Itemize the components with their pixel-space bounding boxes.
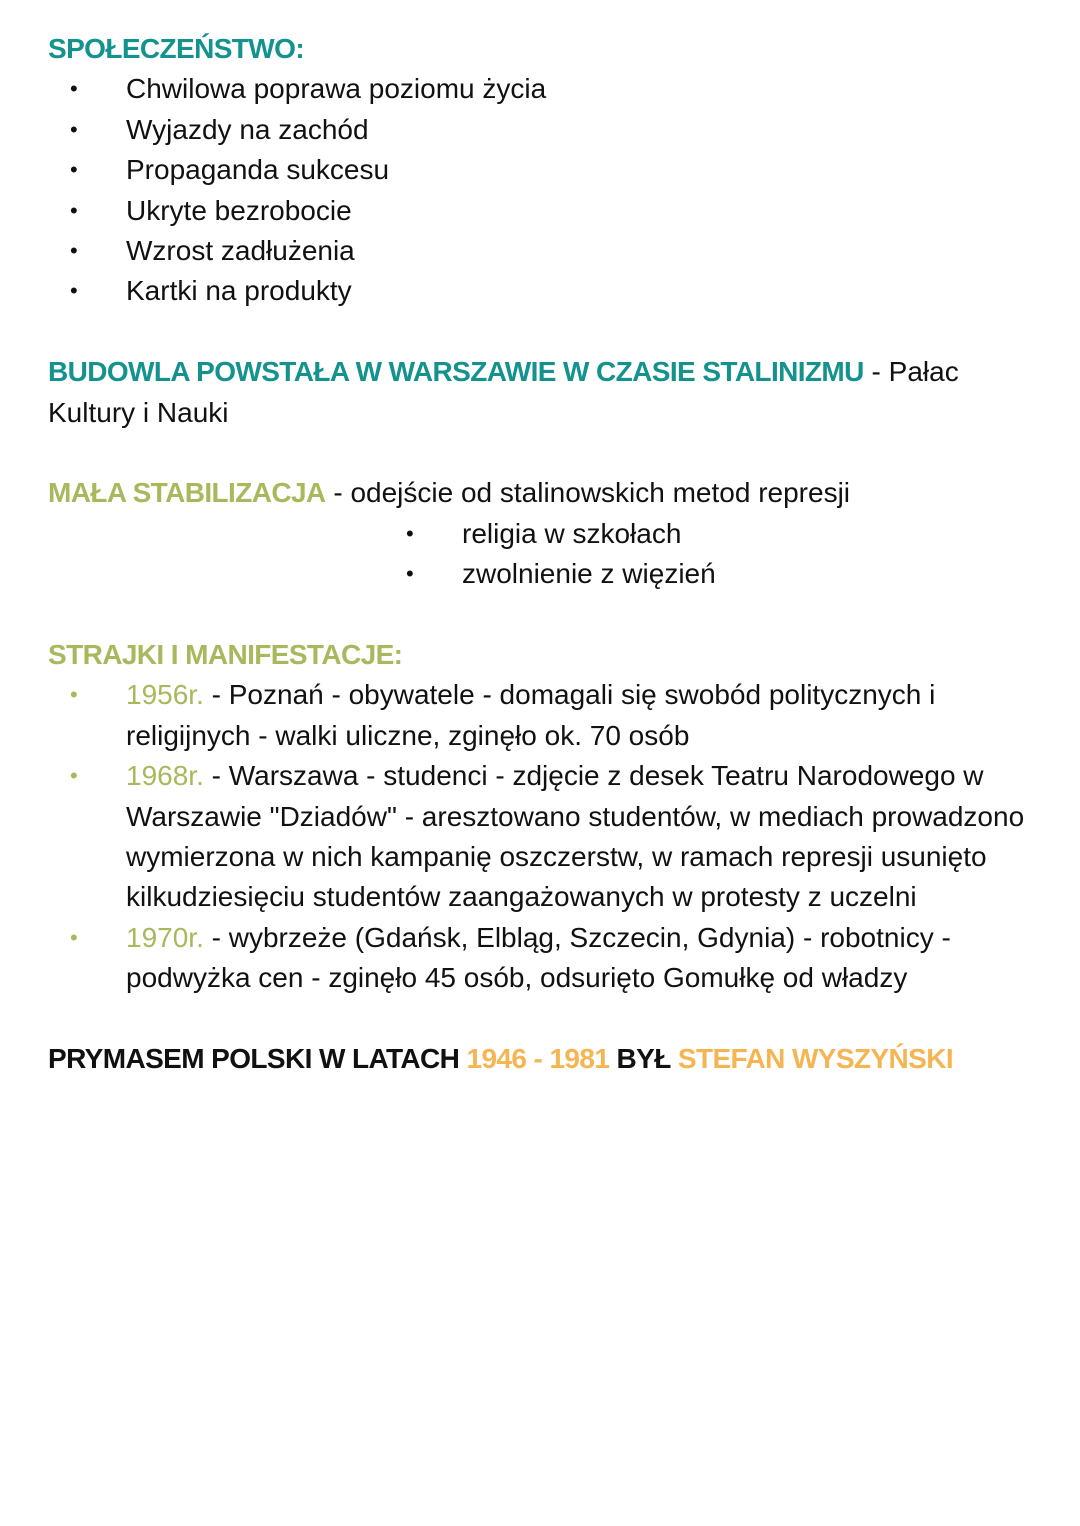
bullet-icon: • — [70, 76, 78, 102]
bullet-icon: • — [70, 197, 78, 223]
bullet-icon: • — [70, 157, 78, 183]
bullet-icon: • — [406, 520, 414, 546]
bullet-icon: • — [70, 682, 78, 708]
list-item — [48, 69, 1038, 109]
prymas-text: PRYMASEM POLSKI W LATACH — [48, 1043, 467, 1075]
mala-stabilizacja-list — [48, 514, 1038, 595]
list-item — [48, 231, 1038, 271]
year-label: 1970r. — [126, 921, 204, 953]
prymas-years: 1946 - 1981 — [466, 1043, 610, 1075]
list-item — [48, 756, 1038, 918]
bullet-icon: • — [406, 561, 414, 587]
list-item-text: - Warszawa - studenci - zdjęcie z desek Teatru Narodowego w Warszawie "Dziadów" - aresztowano studentów, w mediach prowadzono wymierzona w nich kampanię oszczerstw, w ramach represji usunięto kilkudziesięciu studentów zaangażowanych w protesty z uczelni — [126, 760, 1025, 913]
year-label: 1956r. — [126, 679, 204, 711]
budowla-text: - Pałac Kultury i Nauki — [48, 356, 959, 428]
budowla-paragraph — [48, 352, 1038, 433]
list-item-text: Kartki na produkty — [126, 275, 352, 307]
list-item-text: Wyjazdy na zachód — [126, 113, 369, 145]
prymas-text: BYŁ — [609, 1043, 678, 1075]
list-item-text: Chwilowa poprawa poziomu życia — [126, 73, 547, 105]
list-item-text: - wybrzeże (Gdańsk, Elbląg, Szczecin, Gdynia) - robotnicy - podwyżka cen - zginęło 45 osób, odsurięto Gomułkę od władzy — [126, 921, 951, 994]
list-item-text: Ukryte bezrobocie — [126, 194, 352, 226]
list-item — [48, 191, 1038, 231]
list-item — [48, 675, 1038, 756]
document-page — [48, 29, 1038, 1080]
list-item — [48, 554, 1038, 594]
bullet-icon: • — [70, 763, 78, 789]
list-item — [48, 271, 1038, 311]
section-heading-strajki: STRAJKI I MANIFESTACJE: — [48, 639, 403, 671]
list-item — [48, 110, 1038, 150]
bullet-icon: • — [70, 278, 78, 304]
list-item — [48, 918, 1038, 999]
bullet-icon: • — [70, 238, 78, 264]
bullet-icon: • — [70, 116, 78, 142]
bullet-icon: • — [70, 924, 78, 950]
prymas-line — [48, 1039, 1038, 1079]
list-item-text: zwolnienie z więzień — [462, 558, 716, 590]
list-item — [48, 514, 1038, 554]
mala-stabilizacja-text: - odejście od stalinowskich metod represji — [325, 477, 851, 509]
list-item-text: Propaganda sukcesu — [126, 154, 390, 186]
mala-stabilizacja-paragraph — [48, 473, 1038, 513]
list-item-text: - Poznań - obywatele - domagali się swobód politycznych i religijnych - walki uliczne, zginęło ok. 70 osób — [126, 679, 936, 751]
list-item-text: Wzrost zadłużenia — [126, 235, 355, 267]
section-heading-spoleczenstwo: SPOŁECZEŃSTWO: — [48, 33, 305, 64]
spoleczenstwo-list — [48, 69, 1038, 311]
list-item-text: religia w szkołach — [462, 517, 682, 549]
strajki-list — [48, 675, 1038, 998]
section-heading-mala-stabilizacja: MAŁA STABILIZACJA — [48, 477, 326, 509]
year-label: 1968r. — [126, 760, 204, 792]
section-heading-budowla: BUDOWLA POWSTAŁA W WARSZAWIE W CZASIE STALINIZMU — [48, 356, 864, 388]
list-item — [48, 150, 1038, 190]
prymas-name: STEFAN WYSZYŃSKI — [677, 1043, 953, 1075]
